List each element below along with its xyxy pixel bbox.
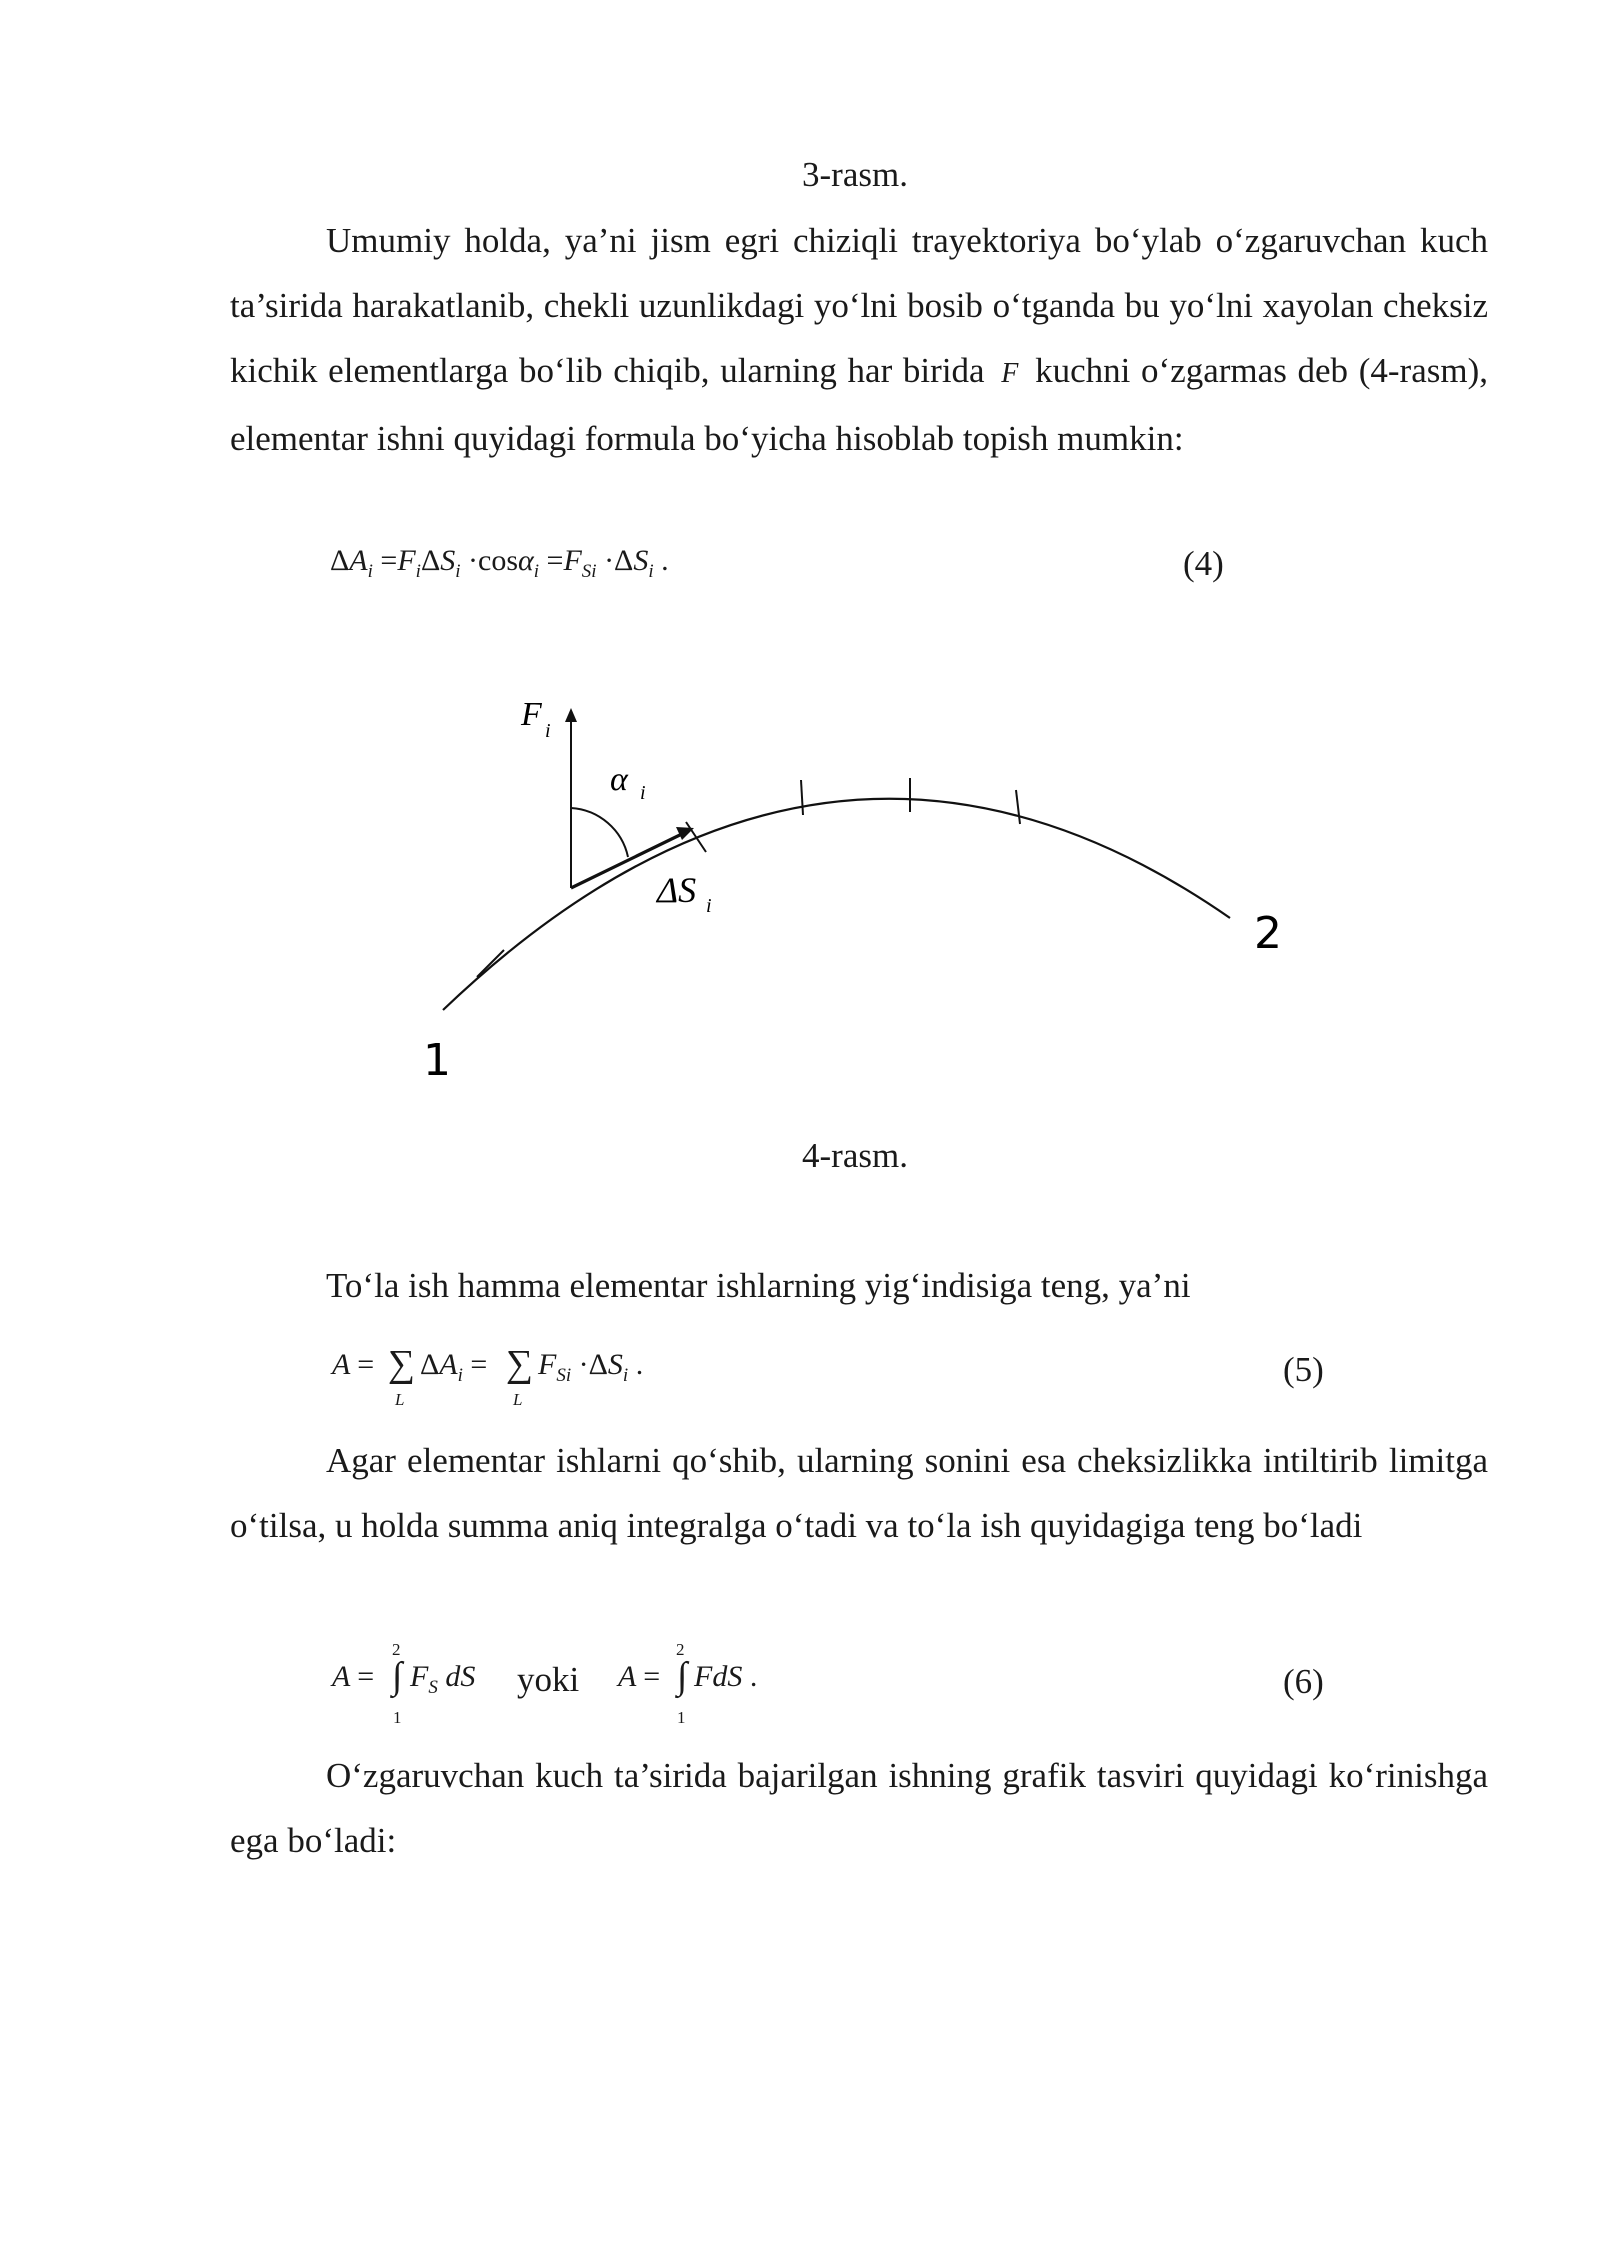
paragraph-2-text: To‘la ish hamma elementar ishlarning yig‘indisiga teng, ya’ni	[326, 1266, 1191, 1305]
displacement-arrowhead	[676, 827, 694, 840]
figure-4-caption: 4-rasm.	[802, 1136, 908, 1175]
angle-label-sub: i	[640, 782, 646, 804]
paragraph-2	[230, 1253, 1488, 1318]
point-2-label: 2	[1254, 908, 1282, 959]
equation-6-number: (6)	[1283, 1662, 1324, 1701]
equation-4-number: (4)	[1183, 544, 1224, 583]
tick-mark	[1016, 790, 1020, 824]
force-variable: F	[1001, 358, 1019, 389]
angle-arc	[571, 808, 628, 857]
segment-label-sub: i	[706, 895, 712, 917]
point-1-label: 1	[423, 1035, 451, 1086]
trajectory-curve	[443, 799, 1230, 1010]
paragraph-3-text: Agar elementar ishlarni qo‘shib, ularning sonini esa cheksizlikka intiltirib limitga o‘tilsa, u holda summa aniq integralga o‘tadi va to‘la ish quyidagiga teng bo‘ladi	[230, 1441, 1488, 1545]
paragraph-4-text: O‘zgaruvchan kuch ta’sirida bajarilgan ishning grafik tasviri quyidagi ko‘rinishga ega bo‘ladi:	[230, 1756, 1488, 1860]
figure-4-diagram	[0, 0, 1600, 1120]
paragraph-3	[230, 1428, 1488, 1558]
equation-5-number: (5)	[1283, 1350, 1324, 1389]
tick-mark	[686, 822, 706, 852]
paragraph-4	[230, 1743, 1488, 1873]
tick-mark	[477, 950, 504, 977]
tick-mark	[801, 780, 803, 815]
paragraph-1-text-b: kuchni o‘zgarmas deb (4-rasm), elementar ishni quyidagi formula bo‘yicha hisoblab topish mumkin:	[230, 351, 1488, 458]
force-label-sub: i	[545, 720, 551, 742]
paragraph-1-text-a: Umumiy holda, ya’ni jism egri chiziqli trayektoriya bo‘ylab o‘zgaruvchan kuch ta’sirida harakatlanib, chekli uzunlikdagi yo‘lni bosib o‘tganda bu yo‘lni xayolan cheksiz kichik elementlarga bo‘lib chiqib, ularning har birida	[230, 221, 1488, 390]
segment-label: ΔS	[657, 870, 697, 910]
force-label: F	[521, 696, 542, 733]
angle-label: α	[610, 761, 628, 798]
document-page: 3-rasm. Umumiy holda, ya’ni jism egri chiziqli trayektoriya bo‘ylab o‘zgaruvchan kuch ta’sirida harakatlanib, chekli uzunlikdagi yo‘lni bosib o‘tganda bu yo‘lni xayolan cheksiz kichik elementlarga bo‘lib chiqib, ularning har birida F kuchni o‘zgarmas deb (4-rasm), elementar ishni quyidagi formula bo‘yicha hisoblab topish mumkin: $\Delta A_i =F_i\Delta S_i \cdot\cos\alpha_i =F_{Si} \cdot\Delta S_i$ . (4) F i α i ΔS i 1 2 4-rasm. To‘la ish hamma elementar ishlarning yig‘indisiga teng, ya’ni A = ∑ L $\Delta A_i$ = ∑ L $F_{Si} \cdot\Delta S_i$ . (5) Agar elementar ishlarni qo‘shib, ularning sonini esa cheksizlikka intiltirib limitga o‘tilsa, u holda summa aniq integralga o‘tadi va to‘la ish quyidagiga teng bo‘ladi 2 A = ∫ 1 $F_S$ dS yoki 2 A = ∫ 1 FdS . (6) O‘zgaruvchan kuch ta’sirida bajarilgan ishning grafik tasviri quyidagi ko‘rinishga ega bo‘ladi:	[0, 0, 1600, 2262]
equation-4: $\Delta A_i =F_i\Delta S_i \cdot\cos\alpha_i =F_{Si} \cdot\Delta S_i$ .	[330, 544, 669, 582]
equation-6-connector: yoki	[517, 1660, 580, 1699]
figure-3-caption: 3-rasm.	[802, 155, 908, 194]
force-arrowhead	[565, 708, 577, 722]
